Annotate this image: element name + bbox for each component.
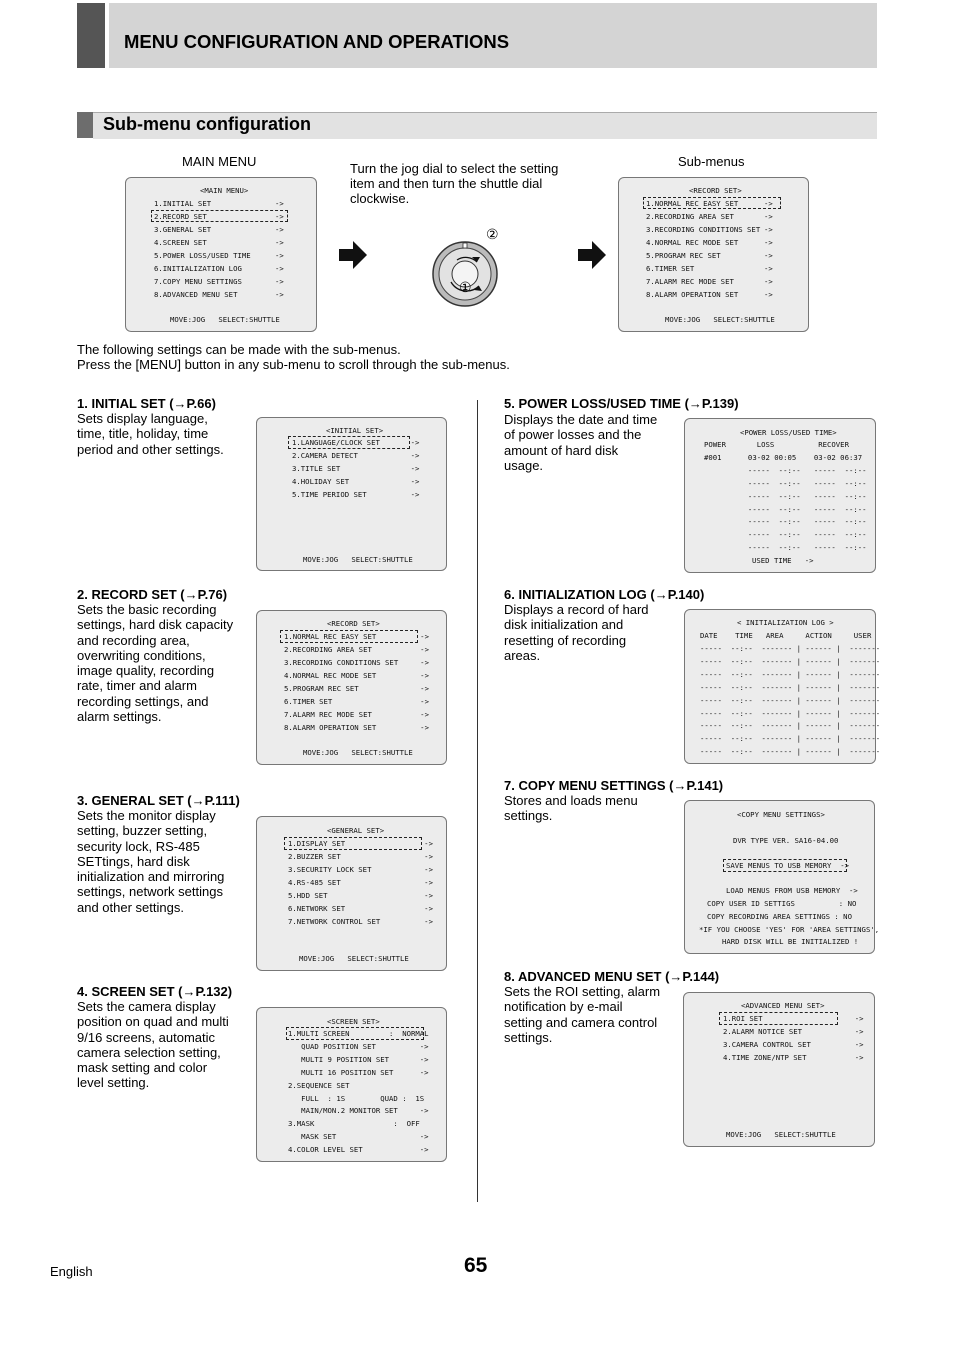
screen-line: 7.NETWORK CONTROL SET -> — [288, 917, 433, 926]
section-heading-initialization-log: 6. INITIALIZATION LOG (→P.140) — [504, 587, 705, 602]
screen-header: DATE TIME AREA ACTION USER — [700, 631, 872, 640]
screen-line: ----- --:-- ------- | ------ | ------- — [700, 683, 881, 692]
menu-item: 4.SCREEN SET — [154, 238, 207, 247]
menu-arrow: -> — [275, 212, 284, 221]
section-text-general-set: Sets the monitor display setting, buzzer setting, security lock, RS-485 SETtings, hard disk initialization and mirroring settings, network settings and other settings. — [77, 808, 225, 915]
screen-line: ----- --:-- ----- --:-- — [704, 479, 867, 488]
selection-highlight — [151, 210, 288, 222]
screen-line: 3.SECURITY LOCK SET -> — [288, 865, 433, 874]
menu-item: 6.TIMER SET — [646, 264, 695, 273]
section-heading-power-loss: 5. POWER LOSS/USED TIME (→P.139) — [504, 396, 739, 411]
screen-line: ----- --:-- ----- --:-- — [704, 466, 867, 475]
menu-item: 1.INITIAL SET — [154, 199, 212, 208]
screen-line: 4.TIME ZONE/NTP SET -> — [723, 1053, 864, 1062]
selection-highlight — [284, 837, 422, 850]
screen-line: 3.TITLE SET -> — [292, 464, 420, 473]
screen-line: DVR TYPE VER. SA16-04.00 — [733, 836, 839, 845]
screen-footer: MOVE:JOG SELECT:SHUTTLE — [299, 954, 409, 963]
screen-line: 7.ALARM REC MODE SET -> — [284, 710, 429, 719]
selection-highlight — [286, 1027, 424, 1040]
screen-line: 4.NORMAL REC MODE SET -> — [284, 671, 429, 680]
screen-line: 4.COLOR LEVEL SET -> — [288, 1145, 429, 1154]
screen-line: ----- --:-- ------- | ------ | ------- — [700, 644, 881, 653]
menu-item: 8.ALARM OPERATION SET — [646, 290, 739, 299]
column-divider — [477, 400, 478, 1202]
initial-set-screen — [256, 417, 447, 571]
menu-arrow: -> — [764, 212, 773, 221]
screen-line: 1.DISPLAY SET -> — [288, 839, 433, 848]
section-text-initial-set: Sets display language, time, title, holiday, time period and other settings. — [77, 411, 224, 457]
screen-line: 1.ROI SET -> — [723, 1014, 864, 1023]
screen-line: 4.HOLIDAY SET -> — [292, 477, 420, 486]
screen-set-screen — [256, 1007, 447, 1162]
dial-label-2: ② — [486, 226, 499, 242]
advanced-menu-screen — [683, 992, 875, 1147]
screen-line: 5.PROGRAM REC SET -> — [284, 684, 429, 693]
screen-footer: USED TIME -> — [752, 556, 814, 565]
selection-highlight — [280, 630, 418, 643]
record-menu-title: <RECORD SET> — [689, 186, 742, 195]
screen-title: <ADVANCED MENU SET> — [741, 1001, 825, 1010]
screen-line: 5.HDD SET -> — [288, 891, 433, 900]
menu-arrow: -> — [764, 264, 773, 273]
selection-highlight — [723, 859, 850, 872]
section-text-power-loss: Displays the date and time of power losses and the amount of hard disk usage. — [504, 412, 658, 473]
section-title: Sub-menu configuration — [103, 114, 311, 134]
general-set-screen — [256, 816, 447, 971]
menu-arrow: -> — [764, 225, 773, 234]
header-accent — [77, 3, 105, 68]
menu-arrow: -> — [275, 225, 284, 234]
screen-line: 3.CAMERA CONTROL SET -> — [723, 1040, 864, 1049]
menu-arrow: -> — [764, 251, 773, 260]
dial-label-1: ① — [459, 279, 472, 295]
screen-title: <GENERAL SET> — [327, 826, 385, 835]
menu-item: 7.COPY MENU SETTINGS — [154, 277, 242, 286]
menu-arrow: -> — [275, 251, 284, 260]
screen-line: ----- --:-- ------- | ------ | ------- — [700, 747, 881, 756]
screen-line: 1.NORMAL REC EASY SET -> — [284, 632, 429, 641]
selection-highlight — [643, 197, 781, 209]
menu-item: 2.RECORDING AREA SET — [646, 212, 734, 221]
initialization-log-screen — [684, 609, 881, 764]
screen-line: 2.CAMERA DETECT -> — [292, 451, 420, 460]
record-menu-screen — [618, 177, 809, 332]
screen-line: 3.MASK : OFF — [288, 1119, 420, 1128]
screen-line: 3.RECORDING CONDITIONS SET -> — [284, 658, 429, 667]
section-heading-record-set: 2. RECORD SET (→P.76) — [77, 587, 228, 602]
screen-line: ----- --:-- ------- | ------ | ------- — [700, 696, 881, 705]
menu-arrow: -> — [275, 290, 284, 299]
section-heading-advanced-menu: 8. ADVANCED MENU SET (→P.144) — [504, 969, 720, 984]
screen-line: LOAD MENUS FROM USB MEMORY -> — [726, 886, 858, 895]
menu-item: 4.NORMAL REC MODE SET — [646, 238, 739, 247]
screen-line: 5.TIME PERIOD SET -> — [292, 490, 420, 499]
screen-line: MULTI 9 POSITION SET -> — [288, 1055, 429, 1064]
screen-line: MULTI 16 POSITION SET -> — [288, 1068, 429, 1077]
menu-arrow: -> — [275, 277, 284, 286]
screen-line: ----- --:-- ----- --:-- — [704, 517, 867, 526]
menu-item: 3.RECORDING CONDITIONS SET — [646, 225, 761, 234]
screen-line: ----- --:-- ------- | ------ | ------- — [700, 670, 881, 679]
screen-line: 1.LANGUAGE/CLOCK SET -> — [292, 438, 420, 447]
language-label: English — [50, 1264, 93, 1279]
screen-title: <INITIAL SET> — [326, 426, 384, 435]
page-number: 65 — [464, 1254, 488, 1277]
screen-footer: MOVE:JOG SELECT:SHUTTLE — [303, 555, 413, 564]
screen-line: 4.RS-485 SET -> — [288, 878, 433, 887]
screen-line: COPY USER ID SETTIGS : NO — [707, 899, 857, 908]
screen-title: <POWER LOSS/USED TIME> — [740, 428, 837, 437]
section-text-screen-set: Sets the camera display position on quad and multi 9/16 screens, automatic camera selection setting, mask setting and color level setting. — [77, 999, 229, 1091]
screen-line: ----- --:-- ------- | ------ | ------- — [700, 734, 881, 743]
section-text-initialization-log: Displays a record of hard disk initialization and resetting of recording areas. — [504, 602, 649, 663]
instruction-text: Turn the jog dial to select the setting item and then turn the shuttle dial clockwise. — [350, 161, 559, 206]
menu-item: 8.ADVANCED MENU SET — [154, 290, 238, 299]
screen-title: <SCREEN SET> — [327, 1017, 380, 1026]
screen-line: HARD DISK WILL BE INITIALIZED ! — [722, 937, 859, 946]
screen-title: < INITIALIZATION LOG > — [737, 618, 834, 627]
page-title: MENU CONFIGURATION AND OPERATIONS — [124, 31, 510, 52]
screen-line: 2.RECORDING AREA SET -> — [284, 645, 429, 654]
screen-line: MAIN/MON.2 MONITOR SET -> — [288, 1106, 429, 1115]
screen-line: ----- --:-- ----- --:-- — [704, 505, 867, 514]
section-heading-copy-menu: 7. COPY MENU SETTINGS (→P.141) — [504, 778, 724, 793]
selection-highlight — [719, 1012, 838, 1025]
screen-line: ----- --:-- ----- --:-- — [704, 492, 867, 501]
menu-item: 3.GENERAL SET — [154, 225, 212, 234]
section-text-record-set: Sets the basic recording settings, hard disk capacity and recording area, overwriting conditions, image quality, recording rate, timer and alarm recording settings, and alarm settings. — [77, 602, 234, 725]
screen-line: #001 03-02 00:05 03-02 06:37 — [704, 453, 863, 462]
menu-arrow: -> — [764, 290, 773, 299]
menu-item: 5.PROGRAM REC SET — [646, 251, 721, 260]
section-accent — [77, 112, 93, 138]
right-arrow-icon — [578, 241, 608, 269]
section-heading-screen-set: 4. SCREEN SET (→P.132) — [77, 984, 233, 999]
screen-title: <COPY MENU SETTINGS> — [737, 810, 825, 819]
record-set-screen — [256, 610, 447, 765]
screen-line: 8.ALARM OPERATION SET -> — [284, 723, 429, 732]
menu-arrow: -> — [764, 199, 773, 208]
screen-line: ----- --:-- ------- | ------ | ------- — [700, 657, 881, 666]
menu-item: 7.ALARM REC MODE SET — [646, 277, 734, 286]
screen-line: SAVE MENUS TO USB MEMORY -> — [726, 861, 850, 870]
menu-arrow: -> — [275, 264, 284, 273]
main-menu-title: <MAIN MENU> — [200, 186, 249, 195]
section-heading-general-set: 3. GENERAL SET (→P.111) — [77, 793, 240, 808]
screen-line: 2.ALARM NOTICE SET -> — [723, 1027, 864, 1036]
selection-highlight — [288, 436, 410, 449]
menu-arrow: -> — [764, 238, 773, 247]
screen-line: 1.MULTI SCREEN : NORMAL — [288, 1029, 429, 1038]
screen-footer: MOVE:JOG SELECT:SHUTTLE — [726, 1130, 836, 1139]
menu-item: 2.RECORD SET — [154, 212, 207, 221]
screen-line: FULL : 1S QUAD : 1S — [288, 1094, 425, 1103]
intro-text: The following settings can be made with the sub-menus. Press the [MENU] button in any sub-menu to scroll through the sub-menus. — [77, 342, 510, 373]
screen-line: QUAD POSITION SET -> — [288, 1042, 429, 1051]
screen-line: MASK SET -> — [288, 1132, 429, 1141]
right-arrow-icon — [339, 241, 369, 269]
section-text-copy-menu: Stores and loads menu settings. — [504, 793, 638, 824]
section-heading-initial-set: 1. INITIAL SET (→P.66) — [77, 396, 216, 411]
screen-footer: MOVE:JOG SELECT:SHUTTLE — [170, 315, 280, 324]
screen-line: *IF YOU CHOOSE 'YES' FOR 'AREA SETTINGS', — [699, 925, 880, 934]
screen-line: COPY RECORDING AREA SETTINGS : NO — [707, 912, 852, 921]
main-menu-caption: MAIN MENU — [182, 154, 257, 169]
power-loss-screen — [684, 418, 876, 573]
section-text-advanced-menu: Sets the ROI setting, alarm notification by e-mail setting and camera control settings. — [504, 984, 661, 1045]
menu-item: 6.INITIALIZATION LOG — [154, 264, 242, 273]
screen-line: 6.TIMER SET -> — [284, 697, 429, 706]
menu-arrow: -> — [764, 277, 773, 286]
submenus-caption: Sub-menus — [678, 154, 745, 169]
screen-line: ----- --:-- ----- --:-- — [704, 543, 867, 552]
screen-line: 6.NETWORK SET -> — [288, 904, 433, 913]
screen-footer: MOVE:JOG SELECT:SHUTTLE — [303, 748, 413, 757]
screen-header: POWER LOSS RECOVER — [704, 440, 849, 449]
menu-item: 5.POWER LOSS/USED TIME — [154, 251, 251, 260]
screen-title: <RECORD SET> — [327, 619, 380, 628]
screen-line: ----- --:-- ------- | ------ | ------- — [700, 721, 881, 730]
screen-footer: MOVE:JOG SELECT:SHUTTLE — [665, 315, 775, 324]
menu-arrow: -> — [275, 199, 284, 208]
menu-arrow: -> — [275, 238, 284, 247]
screen-line: 2.BUZZER SET -> — [288, 852, 433, 861]
main-menu-screen — [125, 177, 317, 332]
copy-menu-screen — [684, 800, 880, 954]
screen-line: ----- --:-- ----- --:-- — [704, 530, 867, 539]
menu-item: 1.NORMAL REC EASY SET — [646, 199, 739, 208]
screen-line: 2.SEQUENCE SET — [288, 1081, 350, 1090]
screen-line: ----- --:-- ------- | ------ | ------- — [700, 709, 881, 718]
